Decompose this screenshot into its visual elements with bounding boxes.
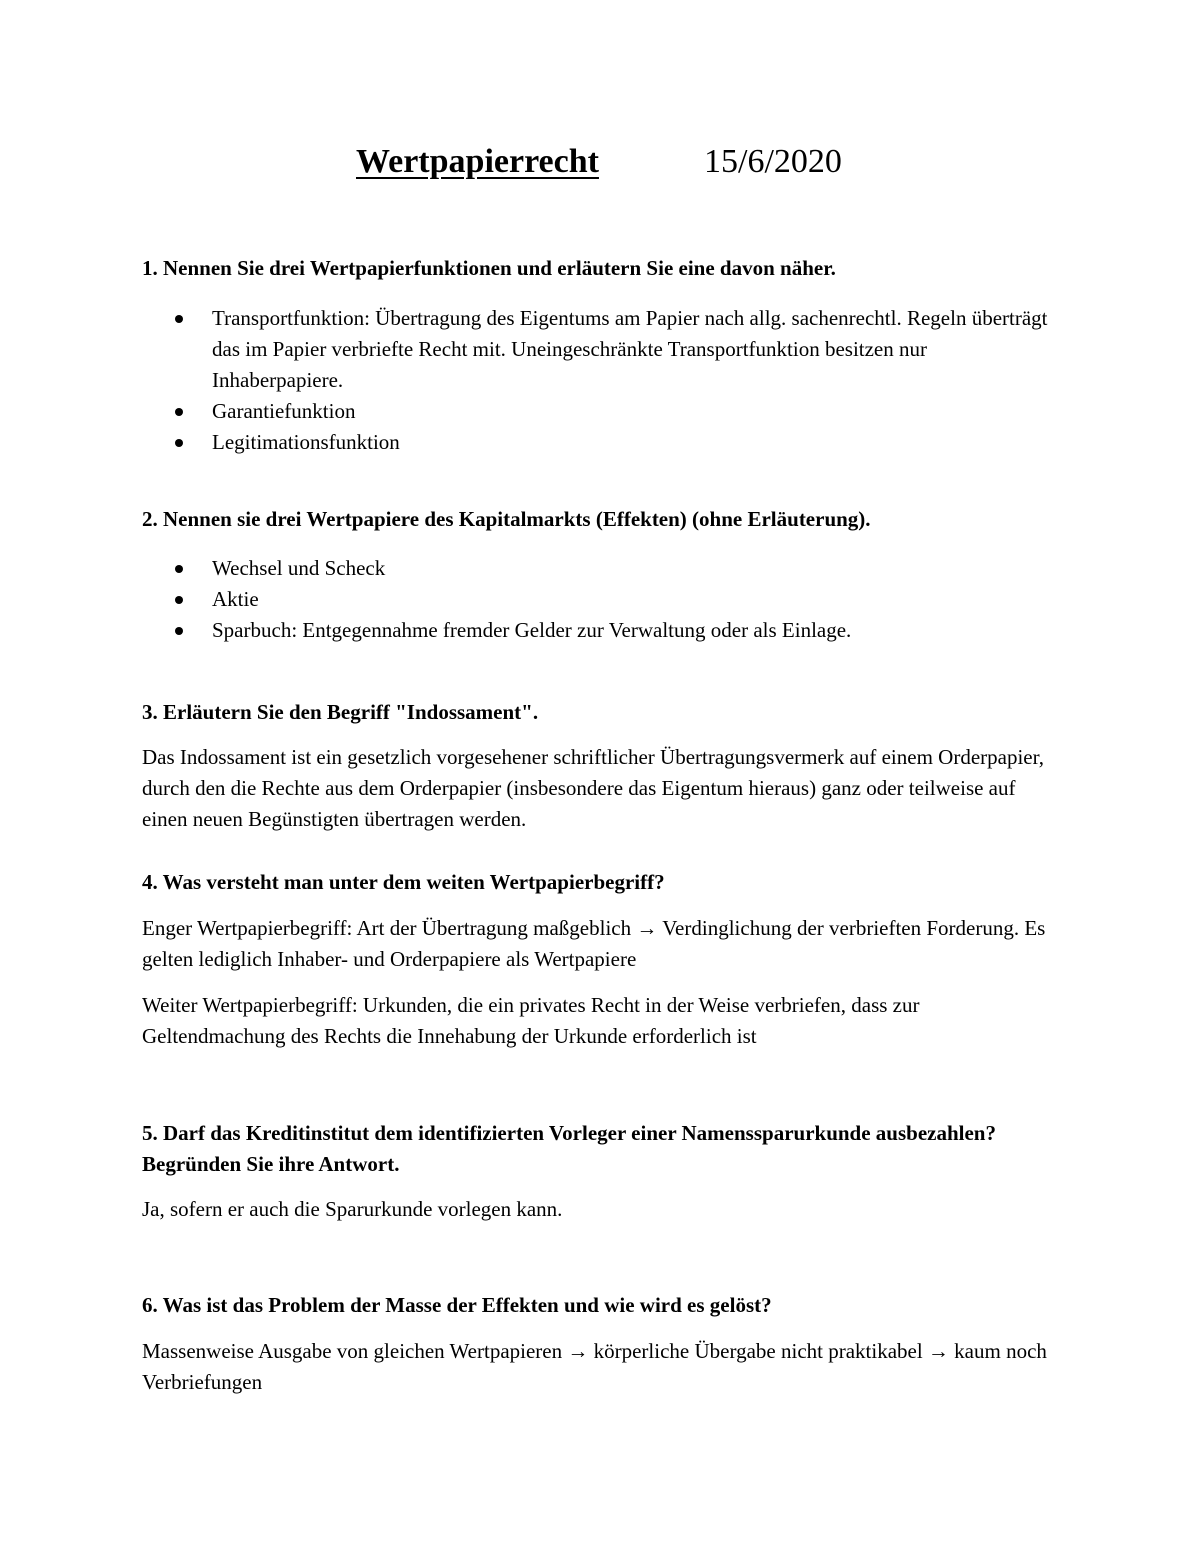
list-item: [142, 396, 1062, 427]
question-5: [142, 1118, 1002, 1225]
question-6: [142, 1290, 1072, 1398]
bullet-icon: [175, 627, 183, 635]
list-item: [142, 553, 1062, 584]
question-3: [142, 697, 1047, 835]
answer-list: [142, 553, 1062, 646]
answer-text: Das Indossament ist ein gesetzlich vorgesehener schriftlicher Übertragungsvermerk auf einem Orderpapier, durch den die Rechte aus dem Orderpapier (insbesondere das Eigentum hieraus) ganz oder teilweise auf einen neuen Begünstigten übertragen werden.: [142, 745, 1045, 831]
list-item: [142, 584, 1062, 615]
question-4: [142, 867, 1047, 1052]
list-item-text: Sparbuch: Entgegennahme fremder Gelder zur Verwaltung oder als Einlage.: [212, 618, 852, 642]
answer-text: Enger Wertpapierbegriff: Art der Übertragung maßgeblich → Verdinglichung der verbrieften Forderung. Es gelten lediglich Inhaber- und Orderpapiere als Wertpapiere: [142, 916, 1046, 971]
document-title: Wertpapierrecht: [356, 143, 599, 180]
bullet-icon: [175, 565, 183, 573]
list-item-text: Transportfunktion: Übertragung des Eigentums am Papier nach allg. sachenrechtl. Regeln überträgt das im Papier verbriefte Recht mit. Uneingeschränkte Transportfunktion besitzen nur Inhaberpapiere.: [212, 306, 1048, 392]
header: [356, 140, 842, 184]
question-title: 6. Was ist das Problem der Masse der Effekten und wie wird es gelöst?: [142, 1293, 772, 1317]
answer-text: Ja, sofern er auch die Sparurkunde vorlegen kann.: [142, 1197, 563, 1221]
answer-text: Weiter Wertpapierbegriff: Urkunden, die ein privates Recht in der Weise verbriefen, dass zur Geltendmachung des Rechts die Innehabung der Urkunde erforderlich ist: [142, 993, 920, 1048]
question-2: [142, 504, 1062, 646]
list-item-text: Wechsel und Scheck: [212, 556, 386, 580]
question-1: [142, 253, 1062, 458]
list-item-text: Aktie: [212, 587, 259, 611]
document-date: 15/6/2020: [704, 143, 842, 180]
answer-list: [142, 303, 1062, 458]
bullet-icon: [175, 596, 183, 604]
list-item: [142, 303, 1062, 396]
answer-text: Massenweise Ausgabe von gleichen Wertpapieren → körperliche Übergabe nicht praktikabel → kaum noch Verbriefungen: [142, 1339, 1047, 1394]
list-item-text: Legitimationsfunktion: [212, 430, 400, 454]
question-title: 1. Nennen Sie drei Wertpapierfunktionen und erläutern Sie eine davon näher.: [142, 256, 836, 280]
question-title: 2. Nennen sie drei Wertpapiere des Kapitalmarkts (Effekten) (ohne Erläuterung).: [142, 507, 871, 531]
list-item: [142, 427, 1062, 458]
list-item: [142, 615, 1062, 646]
question-title: 5. Darf das Kreditinstitut dem identifizierten Vorleger einer Namenssparurkunde ausbezahlen? Begründen Sie ihre Antwort.: [142, 1121, 996, 1176]
bullet-icon: [175, 439, 183, 447]
bullet-icon: [175, 315, 183, 323]
question-title: 3. Erläutern Sie den Begriff "Indossament".: [142, 700, 539, 724]
bullet-icon: [175, 408, 183, 416]
question-title: 4. Was versteht man unter dem weiten Wertpapierbegriff?: [142, 870, 665, 894]
list-item-text: Garantiefunktion: [212, 399, 356, 423]
